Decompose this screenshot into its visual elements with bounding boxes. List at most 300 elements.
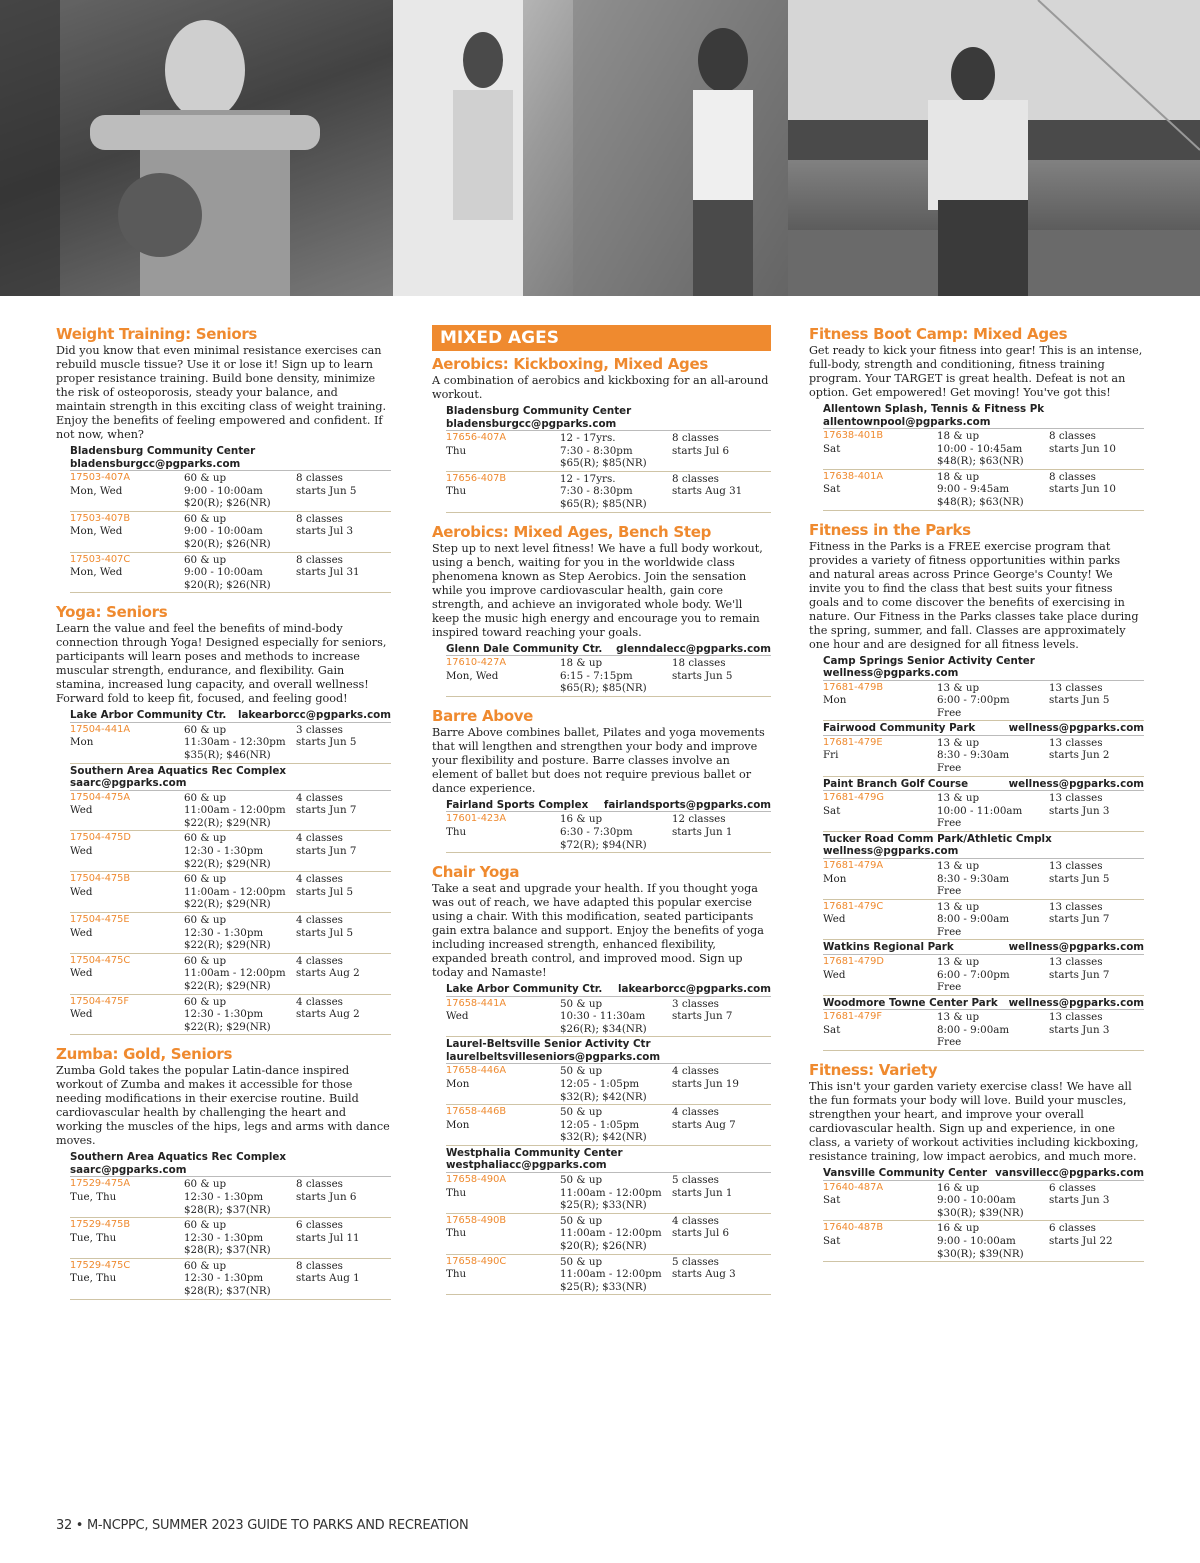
class-row [823,1181,1144,1222]
class-fee: Free [937,925,962,938]
class-details [184,1260,296,1298]
section-description: Step up to next level fitness! We have a full body workout, using a bench, waiting for you in the worldwide class phenomena known as Step Aerobics. Join the sensation while you improve cardiovascular health, gain core strength, and achieve an invigorated whole body. We'll keep the music high energy and encourage you to remain inspired toward reaching your goals. [432,541,763,639]
class-info [446,473,560,511]
class-start: starts Jun 7 [1049,968,1110,981]
location-header [70,764,391,791]
class-time: 8:00 - 9:00am [937,913,1010,926]
location-line [823,941,1144,954]
class-schedule [1049,1182,1144,1220]
location-email[interactable]: bladensburgcc@pgparks.com [70,457,241,470]
section-gap [809,511,1144,521]
class-row [823,859,1144,900]
class-schedule [296,554,391,592]
class-details [937,682,1049,720]
class-time: 12:05 - 1:05pm [560,1078,640,1090]
class-info [446,657,560,695]
location-line [823,722,1144,735]
location-email[interactable]: vansvillecc@pgparks.com [995,1167,1144,1180]
class-days: Mon [823,872,847,885]
class-fee: $72(R); $94(NR) [560,838,647,851]
class-days: Mon [446,1118,470,1131]
class-start: starts Jun 7 [672,1010,733,1023]
class-days: Wed [70,804,93,817]
class-time: 9:00 - 9:45am [937,483,1010,496]
location-email[interactable]: bladensburgcc@pgparks.com [446,417,617,430]
class-start: starts Aug 2 [296,1008,360,1021]
class-info [823,901,937,939]
location-name: Fairwood Community Park [823,722,976,735]
age-range: 13 & up [937,681,980,694]
location-header [446,642,771,657]
location-line [446,983,771,996]
class-schedule [1049,860,1144,898]
class-fee: $32(R); $42(NR) [560,1131,647,1144]
location-email[interactable]: wellness@pgparks.com [1008,941,1144,954]
class-details [184,832,296,870]
class-time: 6:00 - 7:00pm [937,968,1010,981]
class-info [446,1065,560,1103]
age-range: 60 & up [184,913,227,926]
class-start: starts Jun 7 [1049,913,1110,926]
class-count: 12 classes [672,813,726,826]
class-fee: $30(R); $39(NR) [937,1247,1024,1260]
section-title: Zumba: Gold, Seniors [56,1045,233,1064]
class-details [184,792,296,830]
class-fee: $22(R); $29(NR) [184,979,271,992]
class-details [937,737,1049,775]
class-days: Thu [446,444,467,457]
class-details [184,513,296,551]
class-row [446,1214,771,1255]
class-row [70,1259,391,1300]
activity-code[interactable]: 17681-479A [823,859,884,871]
class-count: 8 classes [296,1178,343,1191]
class-row [446,1105,771,1146]
section-gap [432,697,771,707]
class-start: starts Jun 2 [1049,749,1110,762]
class-days: Wed [70,967,93,980]
class-info [70,554,184,592]
activity-code[interactable]: 17681-479C [823,900,884,912]
class-days: Wed [70,845,93,857]
class-info [823,956,937,994]
class-days: Sat [823,1023,841,1036]
class-days: Thu [446,1268,467,1281]
class-count: 3 classes [672,997,719,1010]
class-info [70,873,184,911]
class-days: Mon, Wed [446,669,499,682]
age-range: 60 & up [184,954,227,967]
activity-code[interactable]: 17656-407B [446,472,507,484]
location-email[interactable]: lakearborcc@pgparks.com [617,983,771,996]
class-list [70,1177,391,1299]
class-schedule [296,792,391,830]
location-email[interactable]: wellness@pgparks.com [1008,722,1144,735]
age-range: 50 & up [560,997,603,1010]
activity-code[interactable]: 17681-479D [823,955,884,967]
column-fitness [809,325,1144,1272]
location-email[interactable]: westphaliacc@pgparks.com [446,1159,607,1172]
class-info [823,1182,937,1220]
location-line [70,709,391,722]
class-row [823,1221,1144,1262]
class-details [937,430,1049,468]
class-details [560,1065,672,1103]
location-email[interactable]: laurelbeltsvilleseniors@pgparks.com [446,1050,661,1063]
class-info [446,1174,560,1212]
class-schedule [296,724,391,762]
location-name: Allentown Splash, Tennis & Fitness Pk [823,403,1045,415]
activity-code[interactable]: 17658-490A [446,1173,507,1185]
class-time: 6:30 - 7:30pm [560,825,633,838]
location-email[interactable]: wellness@pgparks.com [1008,996,1144,1009]
class-time: 9:00 - 10:00am [184,525,263,538]
class-info [823,792,937,830]
class-schedule [1049,901,1144,939]
class-details [184,472,296,510]
location-name: Woodmore Towne Center Park [823,996,998,1009]
class-fee: Free [937,981,962,994]
class-time: 9:00 - 10:00am [937,1194,1016,1207]
class-days: Thu [446,1186,467,1199]
class-details [184,724,296,762]
class-time: 10:00 - 11:00am [937,804,1023,817]
class-schedule [672,432,771,470]
activity-code[interactable]: 17638-401A [823,470,884,482]
class-days: Tue, Thu [70,1272,117,1285]
class-info [70,792,184,830]
class-info [70,914,184,952]
class-list [446,1064,771,1146]
class-fee: $48(R); $63(NR) [937,455,1024,468]
class-time: 12:30 - 1:30pm [184,926,264,939]
class-time: 12:05 - 1:05pm [560,1118,640,1131]
class-fee: $48(R); $63(NR) [937,495,1024,508]
class-details [560,1174,672,1212]
location-header [823,832,1144,859]
class-list [70,791,391,1036]
age-range: 60 & up [184,791,227,804]
activity-code[interactable]: 17504-441A [70,723,131,735]
class-details [560,473,672,511]
class-count: 8 classes [672,432,719,444]
activity-code[interactable]: 17503-407B [70,512,131,524]
location-name: Laurel-Beltsville Senior Activity Ctr [446,1038,651,1051]
kickboxing-class-photo [393,0,788,296]
class-time: 11:00am - 12:00pm [560,1227,662,1240]
class-days: Fri [823,749,839,762]
class-list [446,997,771,1038]
activity-code[interactable]: 17504-475E [70,913,130,925]
class-details [560,1215,672,1253]
class-time: 8:00 - 9:00am [937,1023,1010,1036]
class-details [937,792,1049,830]
class-count: 4 classes [296,995,343,1008]
class-time: 12:30 - 1:30pm [184,1008,264,1021]
class-info [446,1256,560,1294]
activity-code[interactable]: 17640-487A [823,1181,884,1193]
class-count: 4 classes [296,791,343,804]
section-gap [809,1051,1144,1061]
class-row [446,656,771,697]
location-name: Tucker Road Comm Park/Athletic Cmplx [823,832,1052,845]
class-schedule [672,1174,771,1212]
age-range: 60 & up [184,1259,227,1272]
class-list [70,723,391,764]
class-details [560,657,672,695]
section-description: Zumba Gold takes the popular Latin-dance inspired workout of Zumba and makes it accessible for those needing modifications in their exercise routine. Build cardiovascular health by challenging the heart and working the muscles of the hips, legs and arms with dance moves. [56,1064,390,1148]
class-details [560,432,672,470]
class-info [823,471,937,509]
class-count: 13 classes [1049,1011,1103,1024]
class-count: 13 classes [1049,859,1103,872]
class-start: starts Jul 6 [672,444,730,457]
class-details [184,914,296,952]
section-title: Fitness Boot Camp: Mixed Ages [809,325,1068,343]
section-description: Fitness in the Parks is a FREE exercise program that provides a variety of fitness opportunities within parks and natural areas across Prince George's County! We invite you to find the class that best suits your fitness goals and to come discover the benefits of exercising in nature. Our Fitness in the Parks classes take place during the spring, summer, and fall. Classes are approximately one hour and are designed for all fitness levels. [809,539,1139,651]
location-email[interactable]: wellness@pgparks.com [823,667,959,680]
age-range: 60 & up [184,472,227,484]
class-start: starts Jun 7 [296,804,357,817]
section-description: A combination of aerobics and kickboxing for an all-around workout. [432,374,769,401]
class-schedule [1049,682,1144,720]
class-start: starts Aug 7 [672,1118,736,1131]
location-email[interactable]: allentownpool@pgparks.com [823,415,991,428]
class-schedule [296,1260,391,1298]
location-name: Southern Area Aquatics Rec Complex [70,1151,286,1164]
class-details [184,1178,296,1216]
activity-code[interactable]: 17504-475D [70,832,131,844]
senior-man-kettlebell-photo [0,0,393,296]
section-title: Aerobics: Kickboxing, Mixed Ages [432,355,708,373]
location-line [823,997,1144,1010]
age-range: 12 - 17yrs. [560,432,616,444]
activity-code[interactable]: 17529-475C [70,1259,131,1271]
class-count: 4 classes [672,1065,719,1078]
activity-code[interactable]: 17610-427A [446,657,507,669]
activity-code[interactable]: 17504-475A [70,791,131,803]
location-email[interactable]: fairlandsports@pgparks.com [603,798,771,811]
class-start: starts Jun 1 [672,1186,733,1199]
section-gap [432,513,771,523]
class-list [70,471,391,593]
class-time: 6:15 - 7:15pm [560,669,633,682]
class-count: 3 classes [296,723,343,736]
class-info [70,724,184,762]
class-row [823,900,1144,941]
class-details [184,554,296,592]
class-start: starts Jun 10 [1049,442,1116,455]
age-range: 12 - 17yrs. [560,472,616,485]
class-row [823,955,1144,996]
class-row [70,471,391,512]
age-range: 13 & up [937,859,980,872]
class-info [70,1260,184,1298]
location-email[interactable]: glenndalecc@pgparks.com [616,642,771,655]
location-header [823,402,1144,429]
class-row [823,429,1144,470]
class-start: starts Jun 3 [1049,1023,1110,1036]
class-start: starts Jul 5 [296,926,354,939]
section-gap [809,1262,1144,1272]
age-range: 13 & up [937,736,980,749]
activity-code[interactable]: 17503-407A [70,472,131,483]
class-row [70,723,391,764]
class-row [70,913,391,954]
class-fee: $28(R); $37(NR) [184,1285,271,1298]
location-line [823,1167,1144,1180]
section-description: Did you know that even minimal resistance exercises can rebuild muscle tissue? Use it or lose it! Sign up to learn proper resistance training. Build bone density, minimize the risk of osteoporosis, steady your balance, and maintain strength in this exciting class of weight training. Enjoy the benefits of feeling empowered and confident. If not now, when? [56,344,387,441]
class-days: Tue, Thu [70,1231,117,1244]
section-title: Fitness: Variety [809,1061,938,1080]
location-email[interactable]: lakearborcc@pgparks.com [237,709,391,722]
class-count: 8 classes [296,553,343,566]
activity-code[interactable]: 17656-407A [446,432,507,443]
activity-code[interactable]: 17504-475F [70,995,130,1007]
class-schedule [672,1065,771,1103]
class-list [823,955,1144,996]
section-gap [56,593,391,603]
class-start: starts Jun 10 [1049,483,1116,496]
age-range: 60 & up [184,723,227,736]
class-time: 11:00am - 12:00pm [184,804,286,817]
location-header [70,708,391,723]
class-days: Mon, Wed [70,525,123,538]
class-schedule [672,1215,771,1253]
class-fee: $20(R); $26(NR) [560,1239,647,1252]
class-schedule [296,1219,391,1257]
location-header [823,654,1144,681]
class-start: starts Jul 11 [296,1231,360,1244]
class-days: Wed [70,1008,93,1021]
class-fee: Free [937,817,962,830]
class-fee: $20(R); $26(NR) [184,537,271,550]
location-name: Bladensburg Community Center [446,405,632,417]
activity-code[interactable]: 17529-475B [70,1219,131,1231]
age-range: 16 & up [937,1181,980,1194]
location-email[interactable]: saarc@pgparks.com [70,777,187,790]
activity-code[interactable]: 17681-479G [823,792,884,804]
class-fee: $65(R); $85(NR) [560,497,647,510]
class-days: Wed [70,926,93,939]
class-start: starts Jul 5 [296,885,354,898]
activity-code[interactable]: 17640-487B [823,1222,884,1234]
class-count: 4 classes [672,1106,719,1119]
class-list [446,431,771,513]
age-range: 13 & up [937,900,980,913]
class-schedule [1049,956,1144,994]
class-row [823,1010,1144,1051]
class-fee: $20(R); $26(NR) [184,578,271,591]
class-fee: $28(R); $37(NR) [184,1244,271,1257]
class-details [560,813,672,851]
class-time: 8:30 - 9:30am [937,749,1010,762]
class-fee: $25(R); $33(NR) [560,1280,647,1293]
class-details [937,471,1049,509]
class-time: 11:00am - 12:00pm [184,885,286,898]
activity-code[interactable]: 17529-475A [70,1178,131,1190]
class-fee: $22(R); $29(NR) [184,898,271,911]
class-list [446,656,771,697]
location-email[interactable]: wellness@pgparks.com [1008,777,1144,790]
class-info [70,832,184,870]
activity-code[interactable]: 17658-446B [446,1106,507,1118]
location-name: Paint Branch Golf Course [823,777,969,790]
location-email[interactable]: saarc@pgparks.com [70,1163,187,1176]
class-list [823,736,1144,777]
activity-code[interactable]: 17658-490B [446,1214,507,1226]
class-list [446,1173,771,1295]
location-line [823,778,1144,791]
activity-code[interactable]: 17658-441A [446,997,507,1009]
location-header [446,1037,771,1064]
age-range: 16 & up [560,813,603,826]
age-range: 50 & up [560,1065,603,1078]
class-count: 4 classes [296,832,343,845]
activity-code[interactable]: 17658-446A [446,1065,507,1077]
class-time: 9:00 - 10:00am [937,1234,1016,1247]
class-schedule [672,813,771,851]
class-info [446,432,560,470]
class-list [823,681,1144,722]
class-fee: Free [937,706,962,719]
class-row [70,791,391,832]
class-start: starts Aug 2 [296,967,360,980]
location-header [823,777,1144,792]
class-fee: $30(R); $39(NR) [937,1206,1024,1219]
class-count: 5 classes [672,1255,719,1268]
class-schedule [1049,1222,1144,1260]
location-header [823,996,1144,1011]
location-header [446,1146,771,1173]
activity-code[interactable]: 17638-401B [823,430,884,441]
class-fee: $28(R); $37(NR) [184,1203,271,1216]
class-days: Sat [823,442,841,455]
activity-code[interactable]: 17681-479B [823,681,884,693]
activity-code[interactable]: 17601-423A [446,813,507,825]
class-row [446,431,771,472]
activity-code[interactable]: 17503-407C [70,553,131,565]
class-fee: $65(R); $85(NR) [560,457,647,470]
activity-code[interactable]: 17681-479F [823,1011,883,1023]
activity-code[interactable]: 17658-490C [446,1255,507,1267]
activity-code[interactable]: 17504-475B [70,873,131,885]
class-start: starts Jul 31 [296,566,360,579]
mixed-ages-banner: MIXED AGES [432,325,771,351]
section-gap [56,1035,391,1045]
age-range: 60 & up [184,832,227,845]
activity-code[interactable]: 17681-479E [823,736,883,748]
class-start: starts Jul 6 [672,1227,730,1240]
class-fee: Free [937,885,962,898]
class-fee: Free [937,1036,962,1049]
location-email[interactable]: wellness@pgparks.com [823,845,959,858]
photo-strip [0,0,1200,296]
location-name: Fairland Sports Complex [446,798,589,811]
class-count: 5 classes [672,1173,719,1186]
class-info [70,513,184,551]
class-time: 11:00am - 12:00pm [560,1186,662,1199]
location-header [446,798,771,813]
class-fee: $20(R); $26(NR) [184,497,271,510]
age-range: 13 & up [937,1011,980,1024]
age-range: 16 & up [937,1222,980,1235]
location-name: Glenn Dale Community Ctr. [446,642,603,655]
activity-code[interactable]: 17504-475C [70,954,131,966]
class-row [446,472,771,513]
class-time: 10:30 - 11:30am [560,1010,646,1023]
class-schedule [672,657,771,695]
